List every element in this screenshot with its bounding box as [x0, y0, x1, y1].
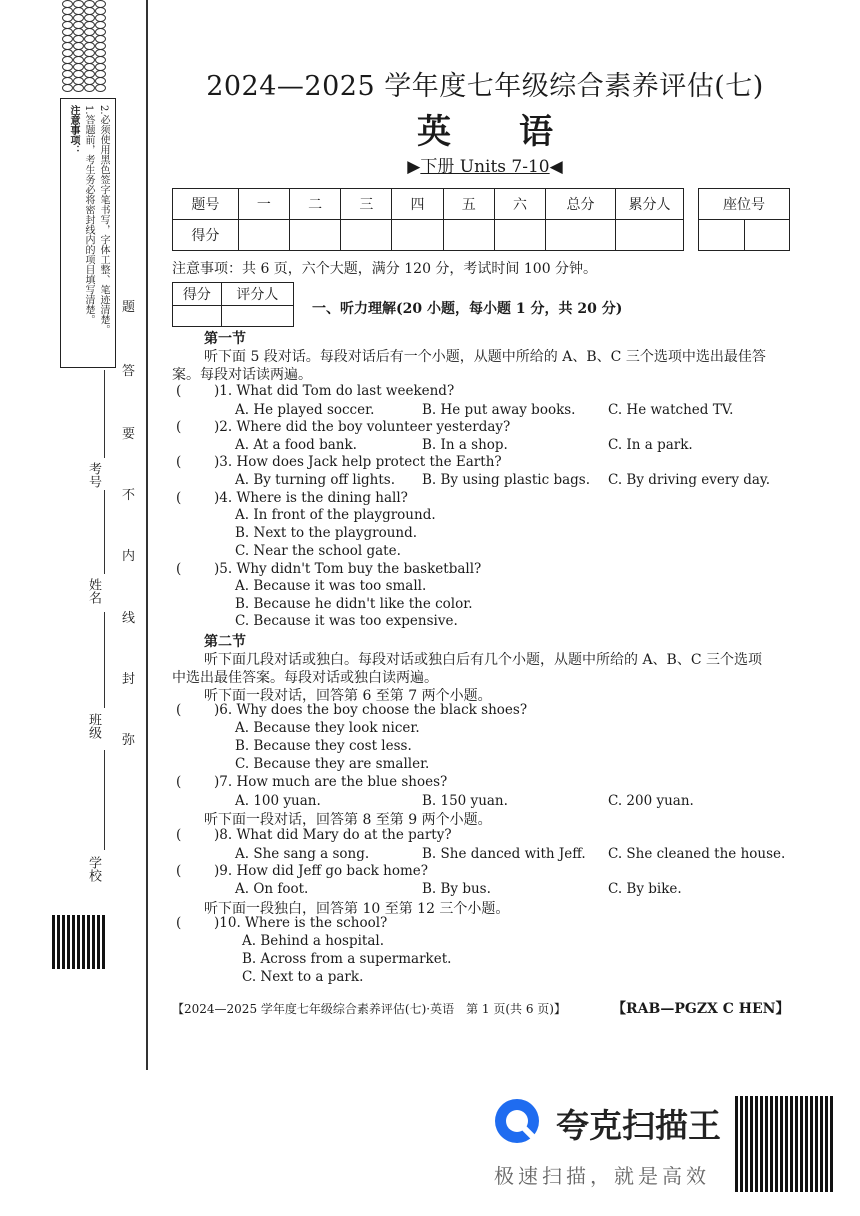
binding-notice-line2: 2.必须使用黑色签字笔书写，字体工整、笔迹清楚。 — [98, 105, 109, 335]
option-c: C. Near the school gate. — [235, 543, 401, 559]
answer-paren[interactable]: ( — [176, 915, 182, 931]
seat-table — [698, 188, 790, 251]
binding-ovals — [62, 0, 110, 96]
answer-paren[interactable]: ( — [176, 490, 182, 506]
question-text: )8. What did Mary do at the party? — [214, 827, 452, 843]
option-c: C. He watched TV. — [608, 402, 734, 418]
option-c: C. By bike. — [608, 881, 682, 897]
option-a: A. By turning off lights. — [235, 472, 396, 488]
option-c: C. In a park. — [608, 437, 693, 453]
binding-notice-title: 注意事项： — [68, 105, 79, 155]
score-header: 一 — [238, 189, 289, 220]
option-a: A. Because they look nicer. — [235, 720, 420, 736]
scanner-brand: 夸克扫描王 — [556, 1106, 721, 1145]
score-header: 四 — [392, 189, 443, 220]
score-cell[interactable] — [238, 220, 289, 251]
field-class: 班级 — [86, 713, 101, 739]
seal-char: 线 — [122, 611, 136, 626]
score-table — [172, 188, 684, 251]
question-text: )2. Where did the boy volunteer yesterday? — [214, 419, 511, 435]
part1-instructions-cont: 案。每段对话读两遍。 — [172, 367, 312, 383]
question-text: )9. How did Jeff go back home? — [214, 863, 428, 879]
option-a: A. In front of the playground. — [235, 507, 436, 523]
field-line[interactable] — [104, 370, 105, 458]
grader-name-label: 评分人 — [221, 283, 293, 306]
score-cell[interactable] — [494, 220, 545, 251]
qr-code-small — [52, 915, 106, 969]
option-a: A. 100 yuan. — [235, 793, 321, 809]
option-c: C. 200 yuan. — [608, 793, 694, 809]
grader-table — [172, 282, 294, 327]
option-a: A. Behind a hospital. — [242, 933, 385, 949]
option-b: B. He put away books. — [422, 402, 576, 418]
field-line[interactable] — [104, 490, 105, 574]
answer-paren[interactable]: ( — [176, 383, 182, 399]
seal-char: 答 — [122, 364, 136, 379]
option-a: A. On foot. — [235, 881, 309, 897]
score-header: 五 — [443, 189, 494, 220]
binding-oval — [95, 84, 106, 92]
binding-oval — [62, 84, 73, 92]
question-text: )7. How much are the blue shoes? — [214, 774, 448, 790]
score-cell[interactable] — [392, 220, 443, 251]
option-b: B. Next to the playground. — [235, 525, 418, 541]
answer-paren[interactable]: ( — [176, 827, 182, 843]
seal-char: 题 — [122, 300, 136, 315]
sub-instruction: 听下面一段对话，回答第 8 至第 9 两个小题。 — [204, 812, 492, 828]
option-a: A. He played soccer. — [235, 402, 375, 418]
sub-instruction: 听下面一段对话，回答第 6 至第 7 两个小题。 — [204, 688, 492, 704]
option-b: B. By using plastic bags. — [422, 472, 590, 488]
score-cell[interactable] — [341, 220, 392, 251]
score-cell[interactable] — [290, 220, 341, 251]
field-school: 学校 — [86, 856, 101, 882]
answer-paren[interactable]: ( — [176, 702, 182, 718]
score-header: 六 — [494, 189, 545, 220]
answer-paren[interactable]: ( — [176, 454, 182, 470]
option-c: C. She cleaned the house. — [608, 846, 786, 862]
answer-paren[interactable]: ( — [176, 419, 182, 435]
binding-oval — [73, 84, 84, 92]
score-cell[interactable] — [616, 220, 684, 251]
seal-char: 不 — [122, 488, 136, 503]
question-text: )5. Why didn't Tom buy the basketball? — [214, 561, 482, 577]
option-c: C. Because it was too expensive. — [235, 613, 458, 629]
scope-line — [150, 152, 820, 177]
part2-instructions: 听下面几段对话或独白。每段对话或独白后有几个小题，从题中所给的 A、B、C 三个选项 — [204, 652, 763, 668]
option-b: B. She danced with Jeff. — [422, 846, 586, 862]
field-line[interactable] — [104, 750, 105, 850]
option-c: C. Because they are smaller. — [235, 756, 430, 772]
part2-instructions-cont: 中选出最佳答案。每段对话或独白读两遍。 — [172, 670, 438, 686]
grader-cell[interactable] — [173, 306, 222, 327]
question-text: )10. Where is the school? — [214, 915, 388, 931]
option-b: B. By bus. — [422, 881, 491, 897]
answer-paren[interactable]: ( — [176, 774, 182, 790]
score-header: 题号 — [173, 189, 239, 220]
paper-code: 【RAB—PGZX C HEN】 — [612, 1001, 790, 1017]
seat-label: 座位号 — [699, 189, 790, 220]
scope-text: 下册 Units 7-10 — [420, 157, 550, 177]
binding-oval — [84, 84, 95, 92]
seal-char: 弥 — [122, 733, 136, 748]
score-header: 二 — [290, 189, 341, 220]
answer-paren[interactable]: ( — [176, 863, 182, 879]
binding-notice-line1: 1.答题前，考生务必将密封线内的项目填写清楚。 — [83, 105, 94, 325]
option-a: A. At a food bank. — [235, 437, 357, 453]
score-header: 累分人 — [616, 189, 684, 220]
option-b: B. Because they cost less. — [235, 738, 412, 754]
binding-notice-box — [60, 98, 116, 368]
grader-cell[interactable] — [221, 306, 293, 327]
score-cell[interactable] — [546, 220, 616, 251]
option-c: C. By driving every day. — [608, 472, 771, 488]
exam-notes: 注意事项：共 6 页，六个大题，满分 120 分，考试时间 100 分钟。 — [172, 261, 598, 277]
grader-score-label: 得分 — [173, 283, 222, 306]
exam-title: 2024—2025 学年度七年级综合素养评估(七) — [206, 71, 764, 102]
option-c: C. Next to a park. — [242, 969, 364, 985]
part1-instructions: 听下面 5 段对话。每段对话后有一个小题，从题中所给的 A、B、C 三个选项中选出最佳答 — [204, 349, 766, 365]
seat-cell[interactable] — [744, 220, 790, 251]
section-title: 一、听力理解(20 小题，每小题 1 分，共 20 分) — [312, 301, 623, 317]
answer-paren[interactable]: ( — [176, 561, 182, 577]
subject-title: 英 语 — [417, 112, 553, 152]
page-footer: 【2024—2025 学年度七年级综合素养评估(七)·英语 第 1 页(共 6 页)】 — [172, 1002, 566, 1016]
part2-title: 第二节 — [204, 634, 246, 650]
seal-char: 要 — [122, 427, 136, 442]
field-exam-number: 考号 — [86, 462, 101, 488]
scanner-logo-icon — [492, 1096, 542, 1146]
option-b: B. 150 yuan. — [422, 793, 508, 809]
qr-code-large — [735, 1096, 833, 1192]
option-b: B. Across from a supermarket. — [242, 951, 452, 967]
score-header: 三 — [341, 189, 392, 220]
question-text: )4. Where is the dining hall? — [214, 490, 408, 506]
arrow-left-icon: ◀ — [549, 157, 563, 177]
part1-title: 第一节 — [204, 331, 246, 347]
option-b: B. In a shop. — [422, 437, 508, 453]
question-text: )1. What did Tom do last weekend? — [214, 383, 455, 399]
score-row-label: 得分 — [173, 220, 239, 251]
sub-instruction: 听下面一段独白，回答第 10 至第 12 三个小题。 — [204, 901, 510, 917]
score-cell[interactable] — [443, 220, 494, 251]
seal-char: 封 — [122, 672, 136, 687]
option-b: B. Because he didn't like the color. — [235, 596, 473, 612]
seat-cell[interactable] — [699, 220, 745, 251]
binding-line — [146, 0, 148, 1070]
field-line[interactable] — [104, 612, 105, 708]
score-header: 总分 — [546, 189, 616, 220]
field-name: 姓名 — [86, 578, 101, 604]
seal-char: 内 — [122, 549, 136, 564]
scanner-slogan: 极速扫描，就是高效 — [494, 1164, 710, 1188]
option-a: A. Because it was too small. — [235, 578, 427, 594]
arrow-right-icon: ▶ — [407, 157, 421, 177]
option-a: A. She sang a song. — [235, 846, 370, 862]
question-text: )3. How does Jack help protect the Earth? — [214, 454, 502, 470]
question-text: )6. Why does the boy choose the black shoes? — [214, 702, 528, 718]
